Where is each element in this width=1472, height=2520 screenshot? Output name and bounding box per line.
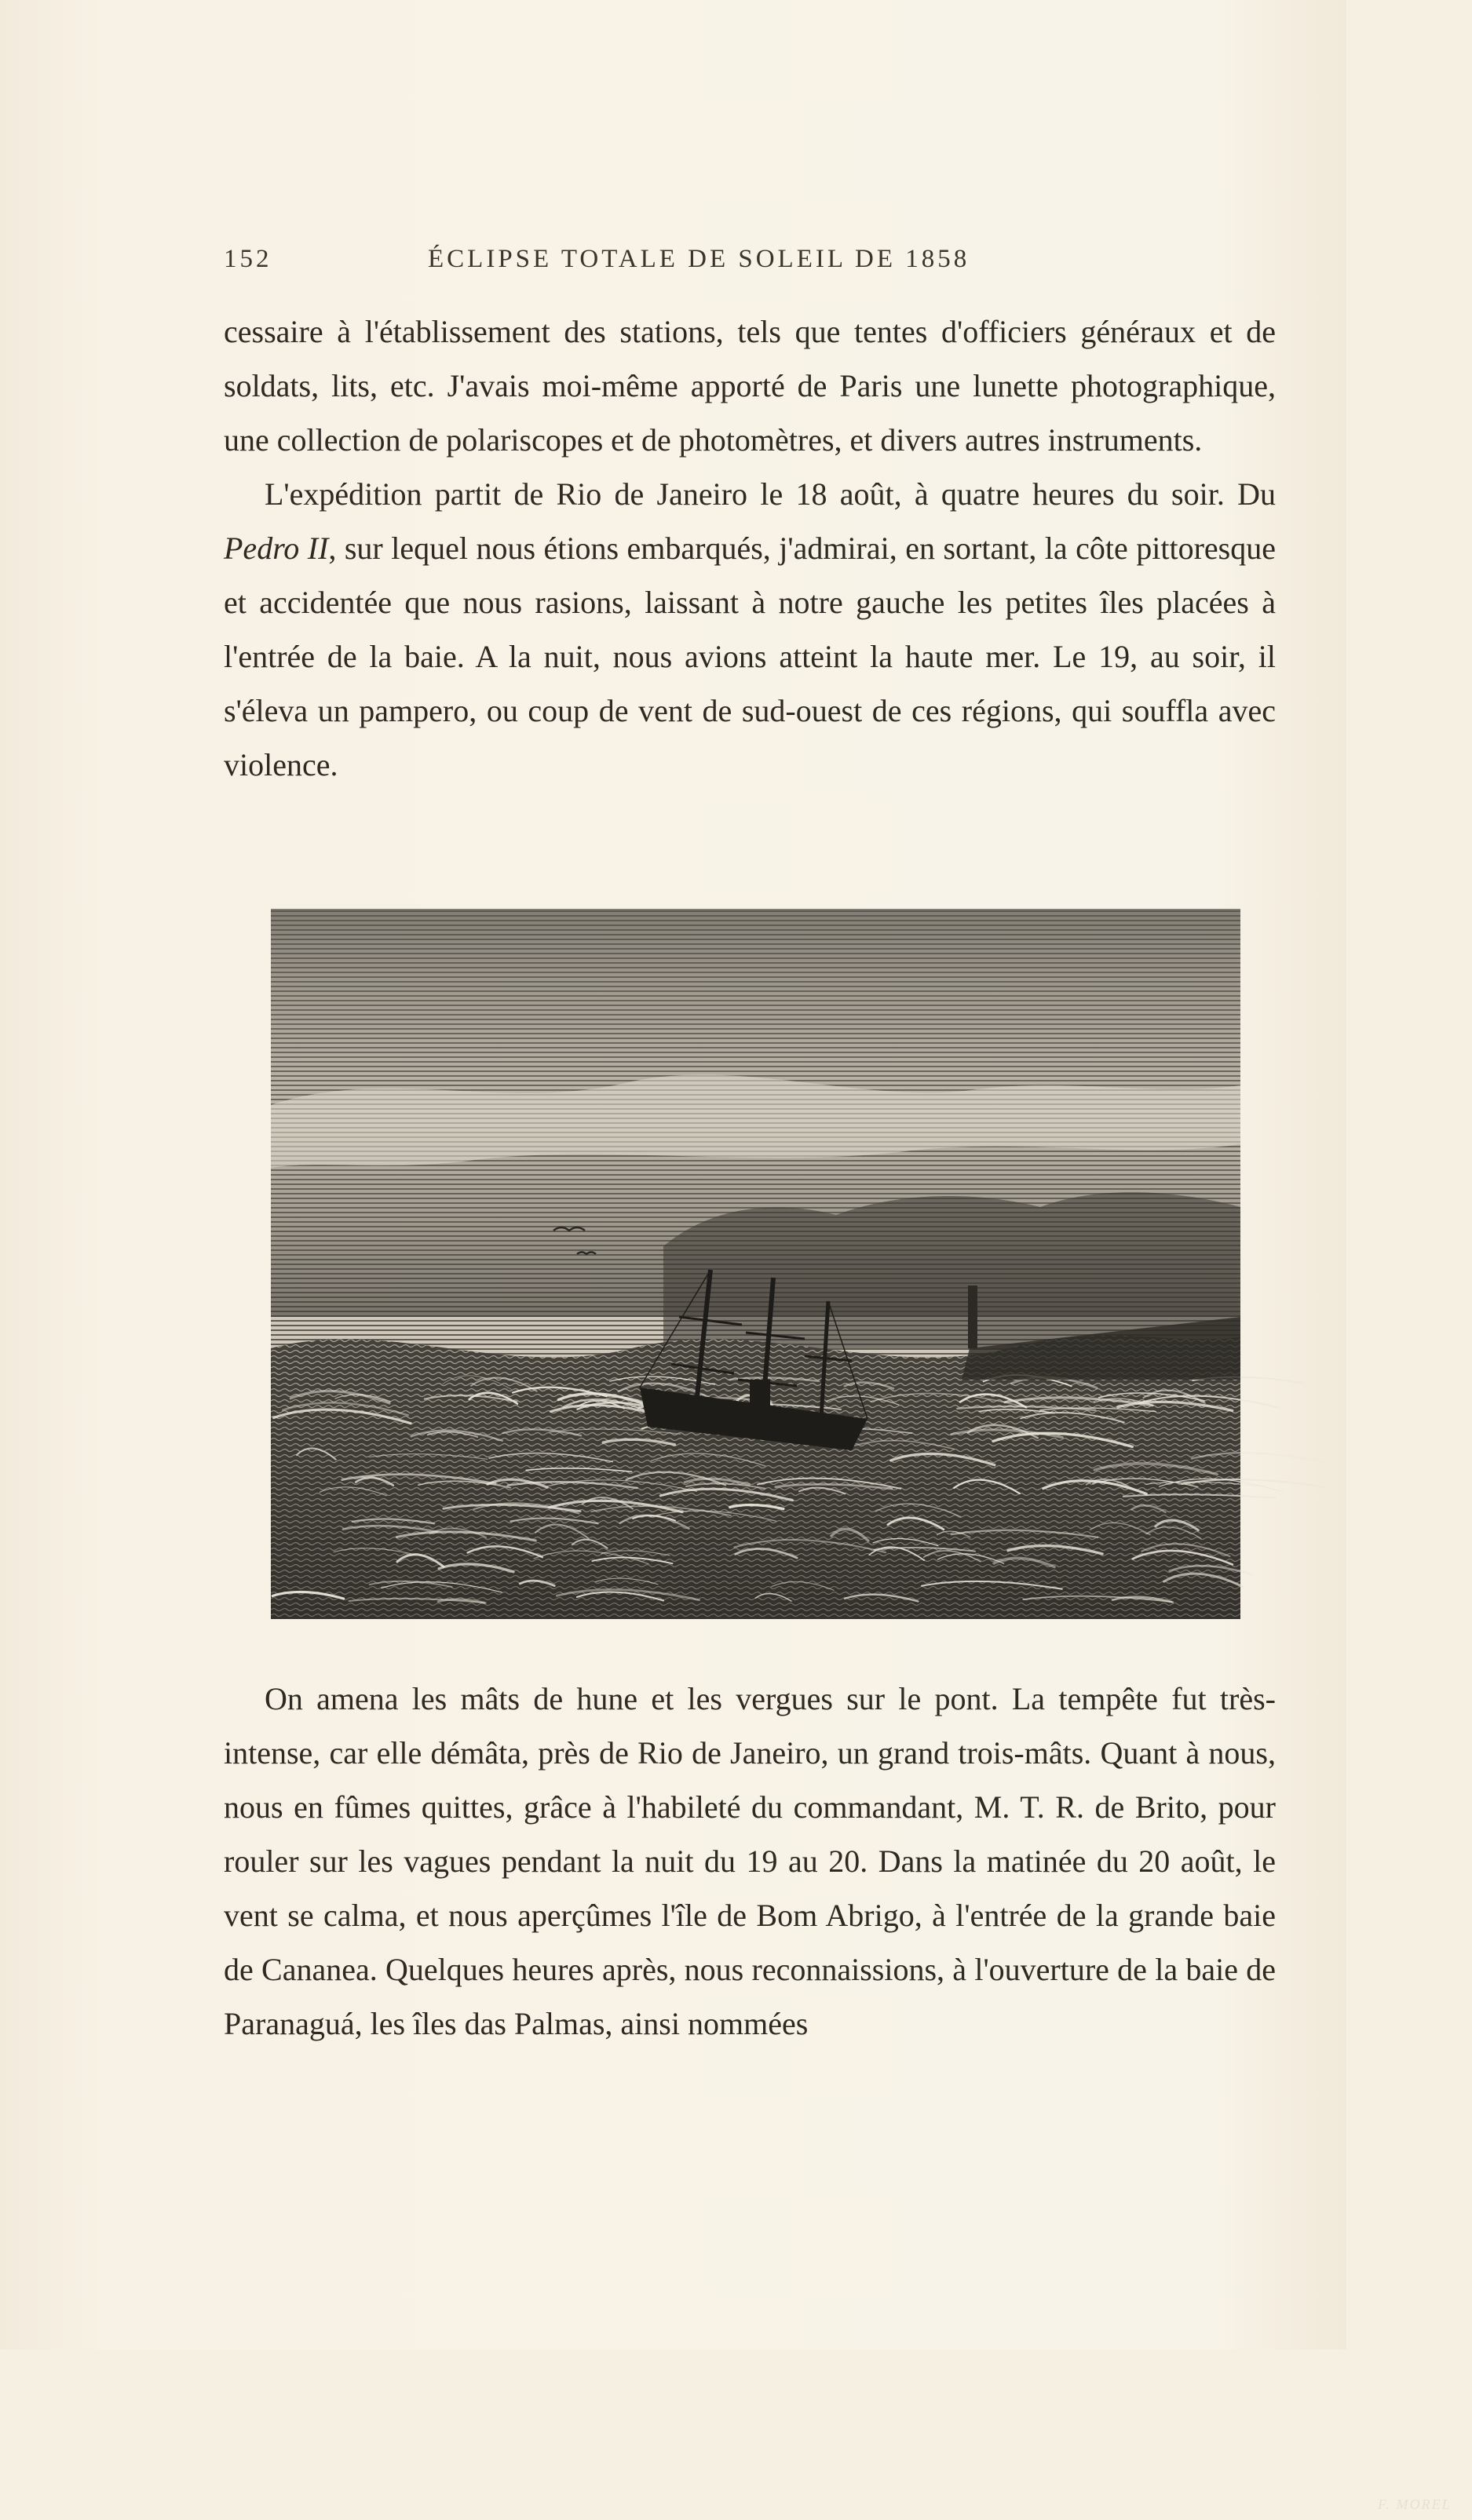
- paragraph-expedition-start: L'expédition partit de Rio de Janeiro le 18 août, à quatre heures du soir. Du: [265, 476, 1276, 512]
- text-block-bottom: [224, 1672, 1276, 2051]
- text-block-top: [224, 305, 1276, 792]
- storm-clouds: [663, 1192, 1240, 1348]
- page-number: 152: [224, 245, 272, 273]
- engraving-drawing: [271, 909, 1240, 1619]
- paragraph-expedition-end: , sur lequel nous étions embarqués, j'admirai, en sortant, la côte pittoresque et accidentée que nous rasions, laissant à notre gauche les petites îles placées à l'entrée de la baie. A la nuit, nous avions atteint la haute mer. Le 19, au soir, il s'éleva un pampero, ou coup de vent de sud-ouest de ces régions, qui souffla avec violence.: [224, 531, 1276, 782]
- paragraph-continued: cessaire à l'établissement des stations, tels que tentes d'officiers généraux et de soldats, lits, etc. J'avais moi-même apporté de Paris une lunette photographique, une collection de polariscopes et de photomètres, et divers autres instruments.: [224, 314, 1276, 458]
- paragraph-expedition: [224, 467, 1276, 792]
- running-title: ÉCLIPSE TOTALE DE SOLEIL DE 1858: [428, 245, 970, 273]
- running-header: [224, 245, 1276, 284]
- engraver-signature: F. MOREL: [1378, 2496, 1452, 2512]
- ship-name: Pedro II: [224, 531, 329, 566]
- paragraph-storm: On amena les mâts de hune et les vergues sur le pont. La tempête fut très-intense, car elle démâta, près de Rio de Janeiro, un grand trois-mâts. Quant à nous, nous en fûmes quittes, grâce à l'habileté du commandant, M. T. R. de Brito, pour rouler sur les vagues pendant la nuit du 19 au 20. Dans la matinée du 20 août, le vent se calma, et nous aperçûmes l'île de Bom Abrigo, à l'entrée de la grande baie de Cananea. Quelques heures après, nous reconnaissions, à l'ouverture de la baie de Paranaguá, les îles das Palmas, ainsi nommées: [224, 1681, 1276, 2041]
